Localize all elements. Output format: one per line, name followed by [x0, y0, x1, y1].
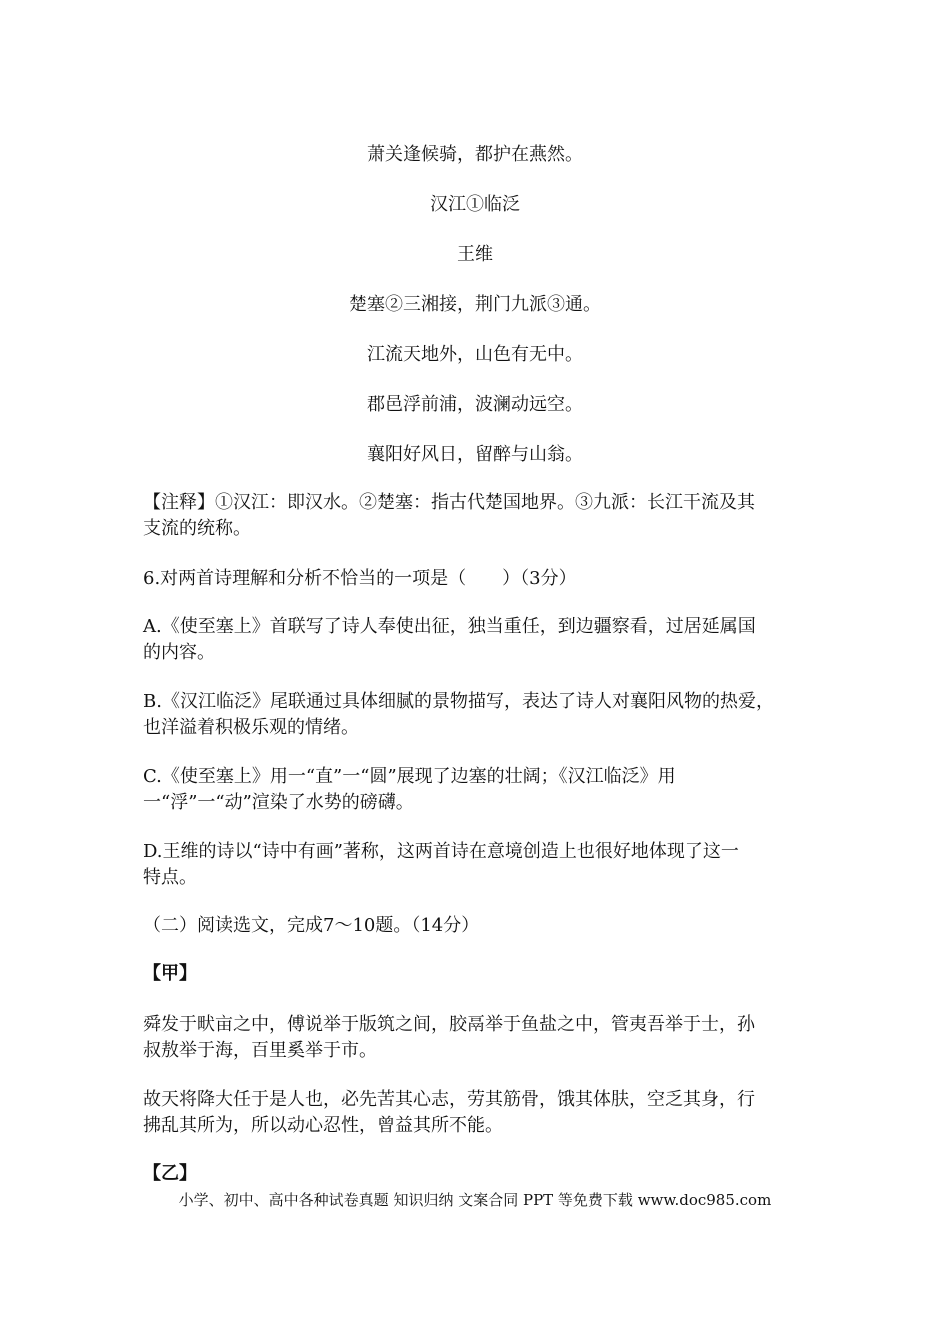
annotation-line-1: 【注释】①汉江：即汉水。②楚塞：指古代楚国地界。③九派：长江干流及其: [143, 492, 755, 513]
passage-yi-label: 【乙】: [143, 1163, 197, 1184]
option-b: B.《汉江临泛》尾联通过具体细腻的景物描写，表达了诗人对襄阳风物的热爱， 也洋溢着积极乐观的情绪。: [143, 691, 774, 738]
poem2-line-3: 郡邑浮前浦，波澜动远空。: [367, 394, 583, 415]
page-footer: 小学、初中、高中各种试卷真题 知识归纳 文案合同 PPT 等免费下载 www.doc985.com: [178, 1191, 772, 1209]
poem2-line-2: 江流天地外，山色有无中。: [367, 344, 583, 365]
annotation-note: [143, 490, 818, 542]
question-6-stem: 6.对两首诗理解和分析不恰当的一项是（ ）（3分）: [143, 568, 577, 589]
annotation-line-2: 支流的统称。: [143, 518, 251, 539]
poem1-last-line: 萧关逢候骑，都护在燕然。: [367, 144, 583, 165]
section-2-heading: （二）阅读选文，完成7～10题。（14分）: [143, 915, 480, 936]
poem2-line-4: 襄阳好风日，留醉与山翁。: [367, 444, 583, 465]
passage-jia-label: 【甲】: [143, 963, 197, 984]
passage-jia-paragraph-1: 舜发于畎亩之中，傅说举于版筑之间，胶鬲举于鱼盐之中，管夷吾举于士，孙 叔敖举于海，百里奚举于市。: [143, 1014, 755, 1061]
option-d: D.王维的诗以“诗中有画”著称，这两首诗在意境创造上也很好地体现了这一 特点。: [143, 841, 739, 888]
poem2-title: 汉江①临泛: [430, 194, 520, 215]
option-a: A.《使至塞上》首联写了诗人奉使出征，独当重任，到边疆察看，过居延属国 的内容。: [143, 616, 756, 663]
poem2-author: 王维: [457, 244, 493, 265]
option-c: C.《使至塞上》用一“直”一“圆”展现了边塞的壮阔；《汉江临泛》用 一“浮”一“动”渲染了水势的磅礴。: [143, 766, 676, 813]
passage-jia-paragraph-2: 故天将降大任于是人也，必先苦其心志，劳其筋骨，饿其体肤，空乏其身，行 拂乱其所为，所以动心忍性，曾益其所不能。: [143, 1089, 755, 1136]
poem2-line-1: 楚塞②三湘接，荆门九派③通。: [349, 294, 601, 315]
